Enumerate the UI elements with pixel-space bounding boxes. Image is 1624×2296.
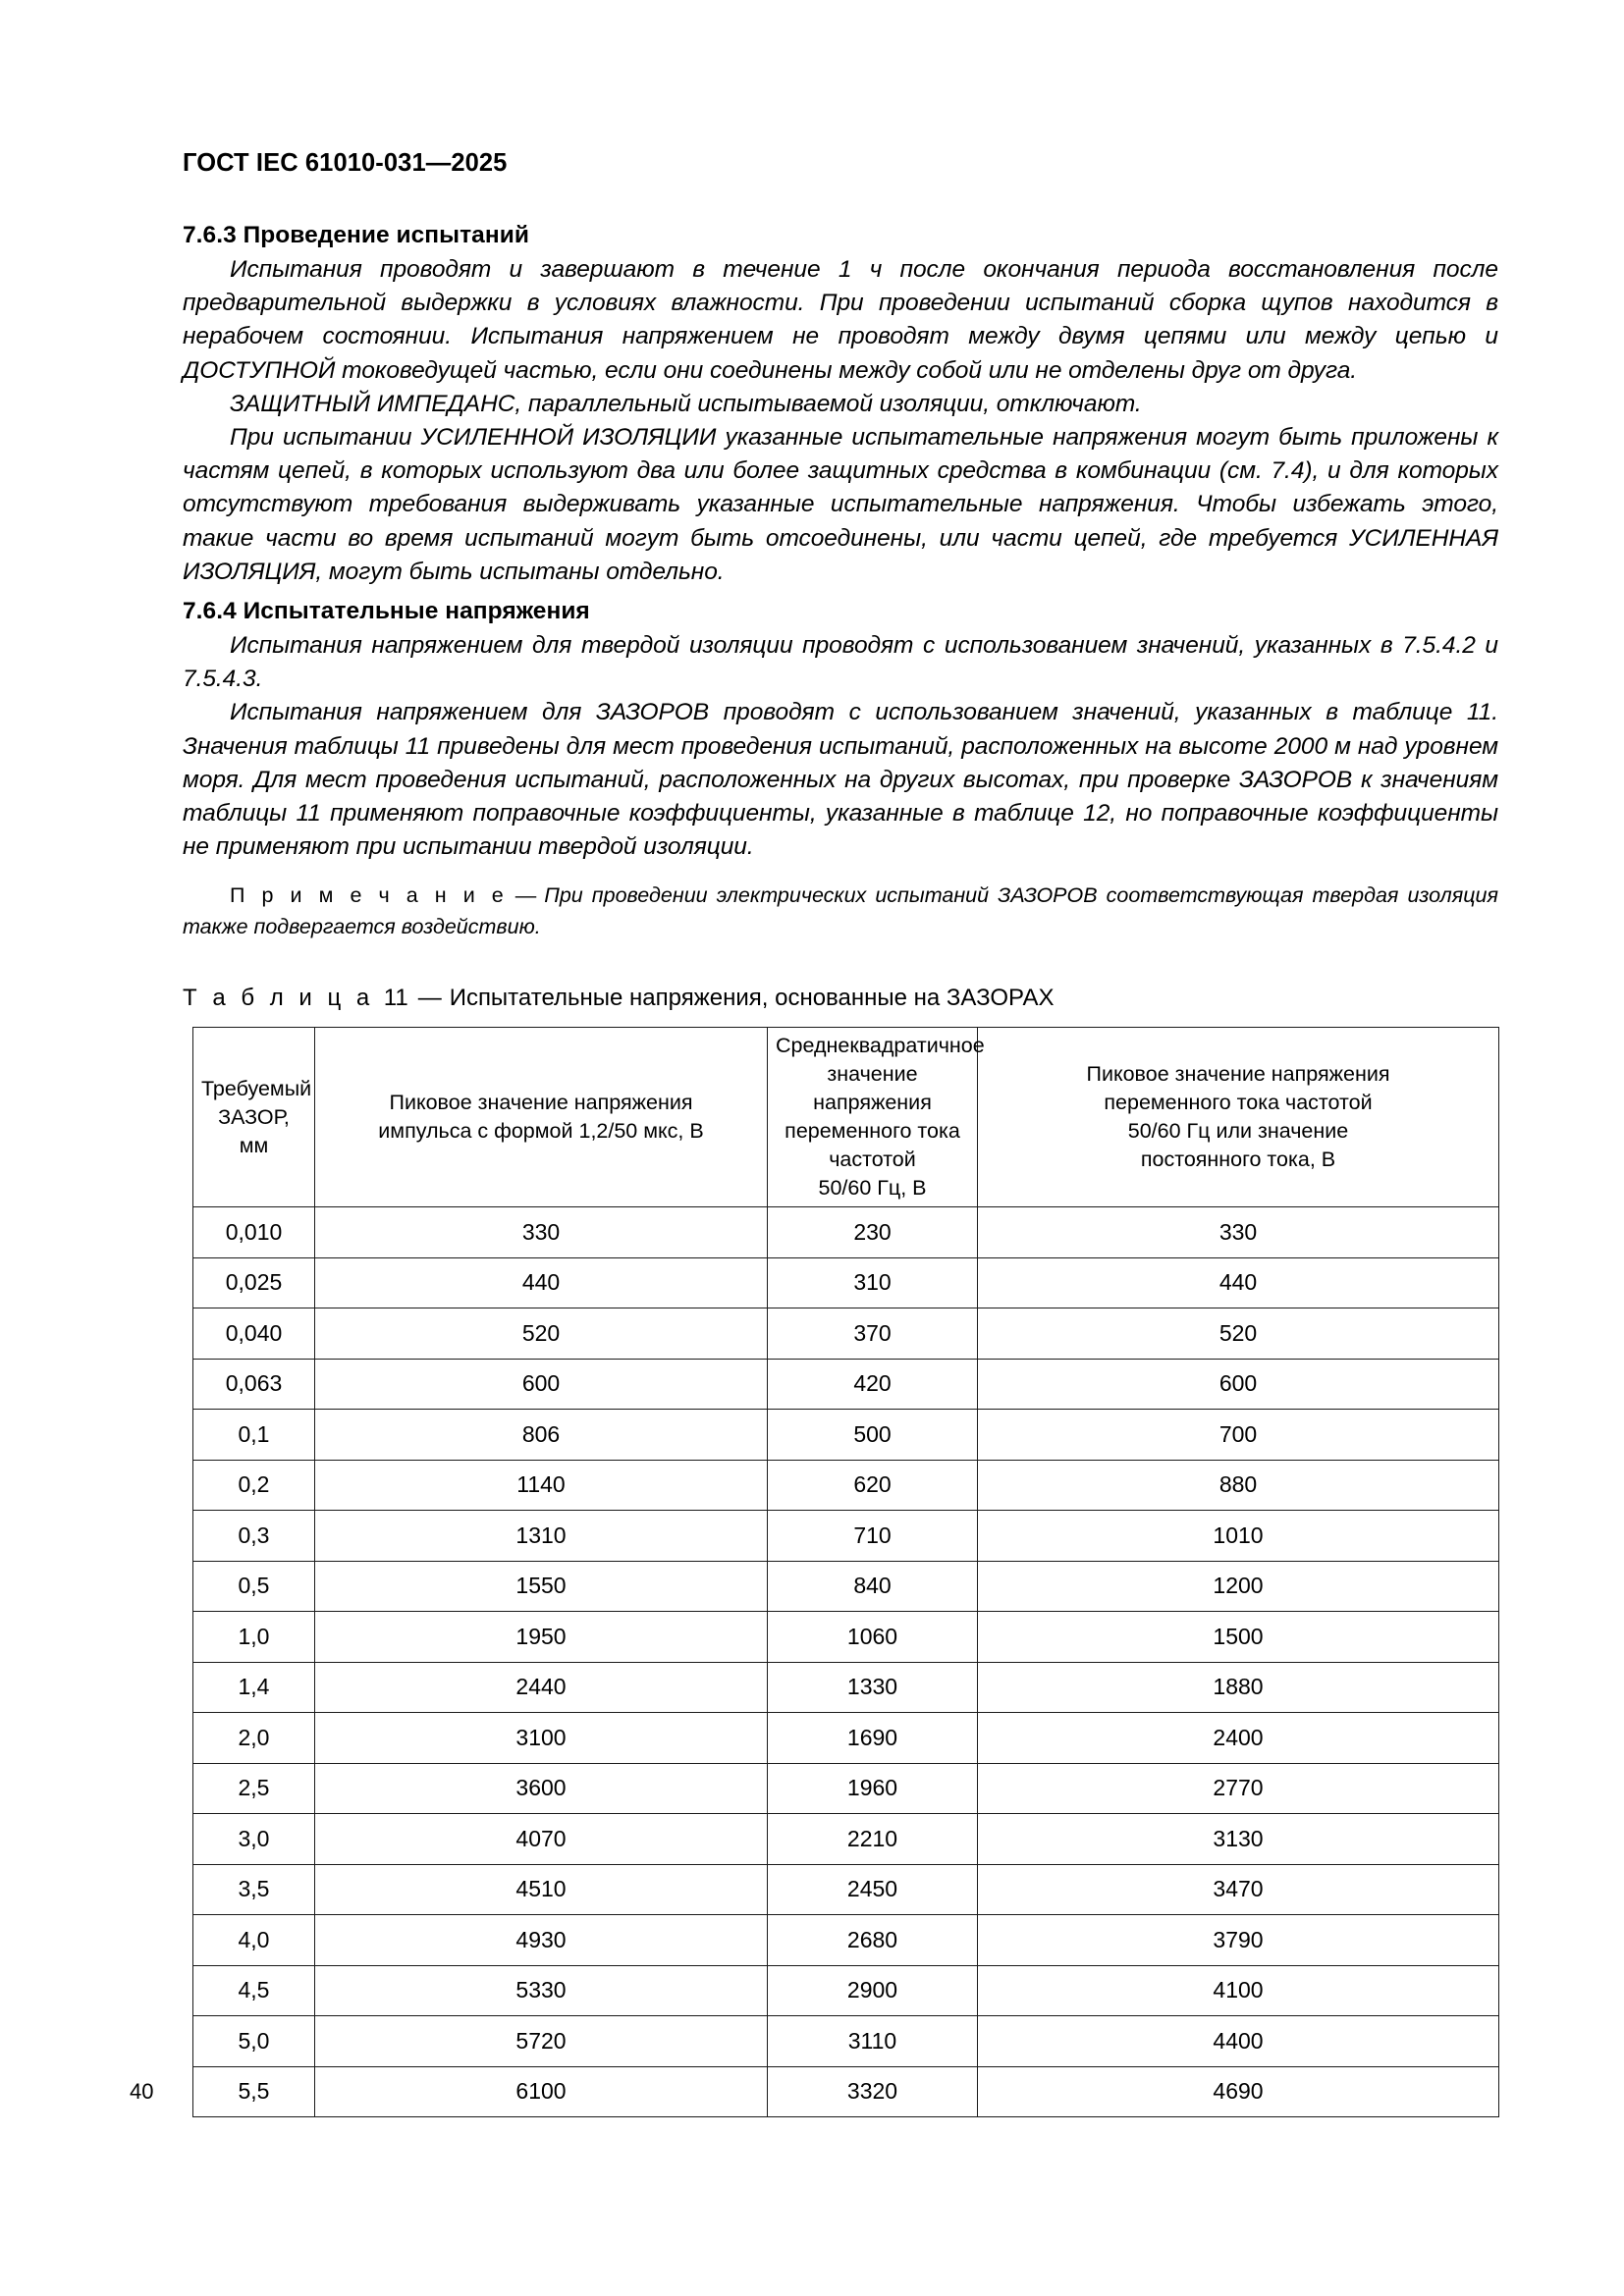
table-header-row <box>193 1028 1499 1207</box>
cell-voltage: 520 <box>315 1308 768 1360</box>
cell-voltage: 1550 <box>315 1561 768 1612</box>
cell-voltage: 6100 <box>315 2066 768 2117</box>
cell-voltage: 440 <box>978 1257 1499 1308</box>
cell-voltage: 4070 <box>315 1814 768 1865</box>
cell-clearance: 0,1 <box>193 1410 315 1461</box>
table-body <box>193 1207 1499 2117</box>
table-row <box>193 1612 1499 1663</box>
column-header-clearance: Требуемый ЗАЗОР, мм <box>193 1028 315 1207</box>
table-row <box>193 1662 1499 1713</box>
table-caption-title: Испытательные напряжения, основанные на ЗАЗОРАХ <box>449 985 1055 1011</box>
table-caption-dash: — <box>417 985 442 1011</box>
table-row <box>193 1965 1499 2016</box>
cell-voltage: 1330 <box>768 1662 978 1713</box>
cell-voltage: 1010 <box>978 1511 1499 1562</box>
page-number: 40 <box>130 2079 154 2104</box>
note-label: П р и м е ч а н и е <box>230 883 508 908</box>
table-11 <box>192 1027 1499 2117</box>
table-row <box>193 1814 1499 1865</box>
cell-clearance: 0,5 <box>193 1561 315 1612</box>
table-row <box>193 1915 1499 1966</box>
cell-voltage: 1500 <box>978 1612 1499 1663</box>
cell-voltage: 620 <box>768 1460 978 1511</box>
cell-clearance: 4,0 <box>193 1915 315 1966</box>
cell-voltage: 1690 <box>768 1713 978 1764</box>
cell-voltage: 3470 <box>978 1864 1499 1915</box>
column-header-rms-ac: Среднеквадратичное значение напряжения переменного тока частотой 50/60 Гц, В <box>768 1028 978 1207</box>
cell-voltage: 600 <box>315 1359 768 1410</box>
table-row <box>193 1460 1499 1511</box>
table-head <box>193 1028 1499 1207</box>
cell-voltage: 2400 <box>978 1713 1499 1764</box>
cell-clearance: 0,040 <box>193 1308 315 1360</box>
note-7-6-4 <box>183 880 1498 942</box>
cell-voltage: 4100 <box>978 1965 1499 2016</box>
cell-voltage: 330 <box>978 1207 1499 1258</box>
paragraph-7-6-3-2: ЗАЩИТНЫЙ ИМПЕДАНС, параллельный испытываемой изоляции, отключают. <box>230 390 1142 417</box>
cell-clearance: 0,063 <box>193 1359 315 1410</box>
clause-heading-7-6-3: 7.6.3 Проведение испытаний <box>183 222 529 248</box>
cell-voltage: 420 <box>768 1359 978 1410</box>
cell-voltage: 700 <box>978 1410 1499 1461</box>
cell-voltage: 370 <box>768 1308 978 1360</box>
cell-voltage: 310 <box>768 1257 978 1308</box>
cell-voltage: 1140 <box>315 1460 768 1511</box>
cell-voltage: 1960 <box>768 1763 978 1814</box>
cell-voltage: 4930 <box>315 1915 768 1966</box>
body-text-column <box>183 218 1498 942</box>
table-row <box>193 1763 1499 1814</box>
cell-clearance: 1,0 <box>193 1612 315 1663</box>
table-row <box>193 1410 1499 1461</box>
table-row <box>193 2066 1499 2117</box>
cell-voltage: 2770 <box>978 1763 1499 1814</box>
note-dash: — <box>514 883 537 908</box>
table-row <box>193 1308 1499 1360</box>
table-row <box>193 1207 1499 1258</box>
paragraph-7-6-4-2: Испытания напряжением для ЗАЗОРОВ проводят с использованием значений, указанных в таблице 11. Значения таблицы 11 приведены для мест проведения испытаний, расположенных на высоте 2000 м над уровнем моря. Для мест проведения испытаний, расположенных на других высотах, при проверке ЗАЗОРОВ к значениям таблицы 11 применяют поправочные коэффициенты, указанные в таблице 12, но поправочные коэффициенты не применяют при испытании твердой изоляции. <box>183 699 1498 861</box>
cell-voltage: 806 <box>315 1410 768 1461</box>
cell-voltage: 4510 <box>315 1864 768 1915</box>
table-row <box>193 1713 1499 1764</box>
running-head: ГОСТ IEC 61010-031—2025 <box>183 149 508 177</box>
cell-voltage: 3790 <box>978 1915 1499 1966</box>
paragraph-7-6-4-1: Испытания напряжением для твердой изоляции проводят с использованием значений, указанных в 7.5.4.2 и 7.5.4.3. <box>183 632 1498 693</box>
cell-voltage: 4690 <box>978 2066 1499 2117</box>
table-11-wrapper <box>192 1027 1498 2117</box>
table-caption-number: 11 <box>383 985 408 1011</box>
cell-clearance: 0,3 <box>193 1511 315 1562</box>
note-text: При проведении электрических испытаний ЗАЗОРОВ соответствующая твердая изоляция также подвергается воздействию. <box>183 883 1498 939</box>
cell-voltage: 1200 <box>978 1561 1499 1612</box>
table-row <box>193 1359 1499 1410</box>
paragraph-7-6-3-1: Испытания проводят и завершают в течение 1 ч после окончания периода восстановления после предварительной выдержки в условиях влажности. При проведении испытаний сборка щупов находится в нерабочем состоянии. Испытания напряжением не проводят между двумя цепями или между цепью и ДОСТУПНОЙ токоведущей частью, если они соединены между собой или не отделены друг от друга. <box>183 256 1498 384</box>
cell-voltage: 2440 <box>315 1662 768 1713</box>
cell-voltage: 2680 <box>768 1915 978 1966</box>
cell-voltage: 1950 <box>315 1612 768 1663</box>
column-header-impulse-peak: Пиковое значение напряжения импульса с формой 1,2/50 мкс, В <box>315 1028 768 1207</box>
cell-clearance: 0,2 <box>193 1460 315 1511</box>
cell-voltage: 1880 <box>978 1662 1499 1713</box>
cell-clearance: 1,4 <box>193 1662 315 1713</box>
cell-voltage: 500 <box>768 1410 978 1461</box>
table-row <box>193 1864 1499 1915</box>
cell-voltage: 2450 <box>768 1864 978 1915</box>
cell-clearance: 2,0 <box>193 1713 315 1764</box>
clause-heading-7-6-4: 7.6.4 Испытательные напряжения <box>183 598 590 625</box>
cell-voltage: 3320 <box>768 2066 978 2117</box>
cell-clearance: 2,5 <box>193 1763 315 1814</box>
cell-voltage: 4400 <box>978 2016 1499 2067</box>
cell-voltage: 330 <box>315 1207 768 1258</box>
cell-clearance: 5,5 <box>193 2066 315 2117</box>
cell-voltage: 5330 <box>315 1965 768 2016</box>
cell-voltage: 5720 <box>315 2016 768 2067</box>
column-header-peak-ac-or-dc: Пиковое значение напряжения переменного тока частотой 50/60 Гц или значение постоянного тока, В <box>978 1028 1499 1207</box>
cell-voltage: 1310 <box>315 1511 768 1562</box>
cell-clearance: 0,010 <box>193 1207 315 1258</box>
cell-voltage: 600 <box>978 1359 1499 1410</box>
cell-clearance: 3,0 <box>193 1814 315 1865</box>
cell-voltage: 3130 <box>978 1814 1499 1865</box>
cell-voltage: 230 <box>768 1207 978 1258</box>
paragraph-7-6-3-3: При испытании УСИЛЕННОЙ ИЗОЛЯЦИИ указанные испытательные напряжения могут быть приложены к частям цепей, в которых используют два или более защитных средства в комбинации (см. 7.4), и для которых отсутствуют требования выдерживать указанные испытательные напряжения. Чтобы избежать этого, такие части во время испытаний могут быть отсоединены, или части цепей, где требуется УСИЛЕННАЯ ИЗОЛЯЦИЯ, могут быть испытаны отдельно. <box>183 424 1498 585</box>
table-caption <box>183 985 1054 1012</box>
cell-voltage: 3100 <box>315 1713 768 1764</box>
cell-voltage: 3110 <box>768 2016 978 2067</box>
cell-clearance: 5,0 <box>193 2016 315 2067</box>
cell-voltage: 710 <box>768 1511 978 1562</box>
table-row <box>193 1561 1499 1612</box>
table-caption-label: Т а б л и ц а <box>183 985 374 1011</box>
cell-voltage: 3600 <box>315 1763 768 1814</box>
cell-clearance: 0,025 <box>193 1257 315 1308</box>
cell-clearance: 3,5 <box>193 1864 315 1915</box>
cell-clearance: 4,5 <box>193 1965 315 2016</box>
cell-voltage: 440 <box>315 1257 768 1308</box>
cell-voltage: 1060 <box>768 1612 978 1663</box>
cell-voltage: 2900 <box>768 1965 978 2016</box>
cell-voltage: 840 <box>768 1561 978 1612</box>
cell-voltage: 520 <box>978 1308 1499 1360</box>
table-row <box>193 1511 1499 1562</box>
table-row <box>193 1257 1499 1308</box>
table-row <box>193 2016 1499 2067</box>
cell-voltage: 880 <box>978 1460 1499 1511</box>
cell-voltage: 2210 <box>768 1814 978 1865</box>
